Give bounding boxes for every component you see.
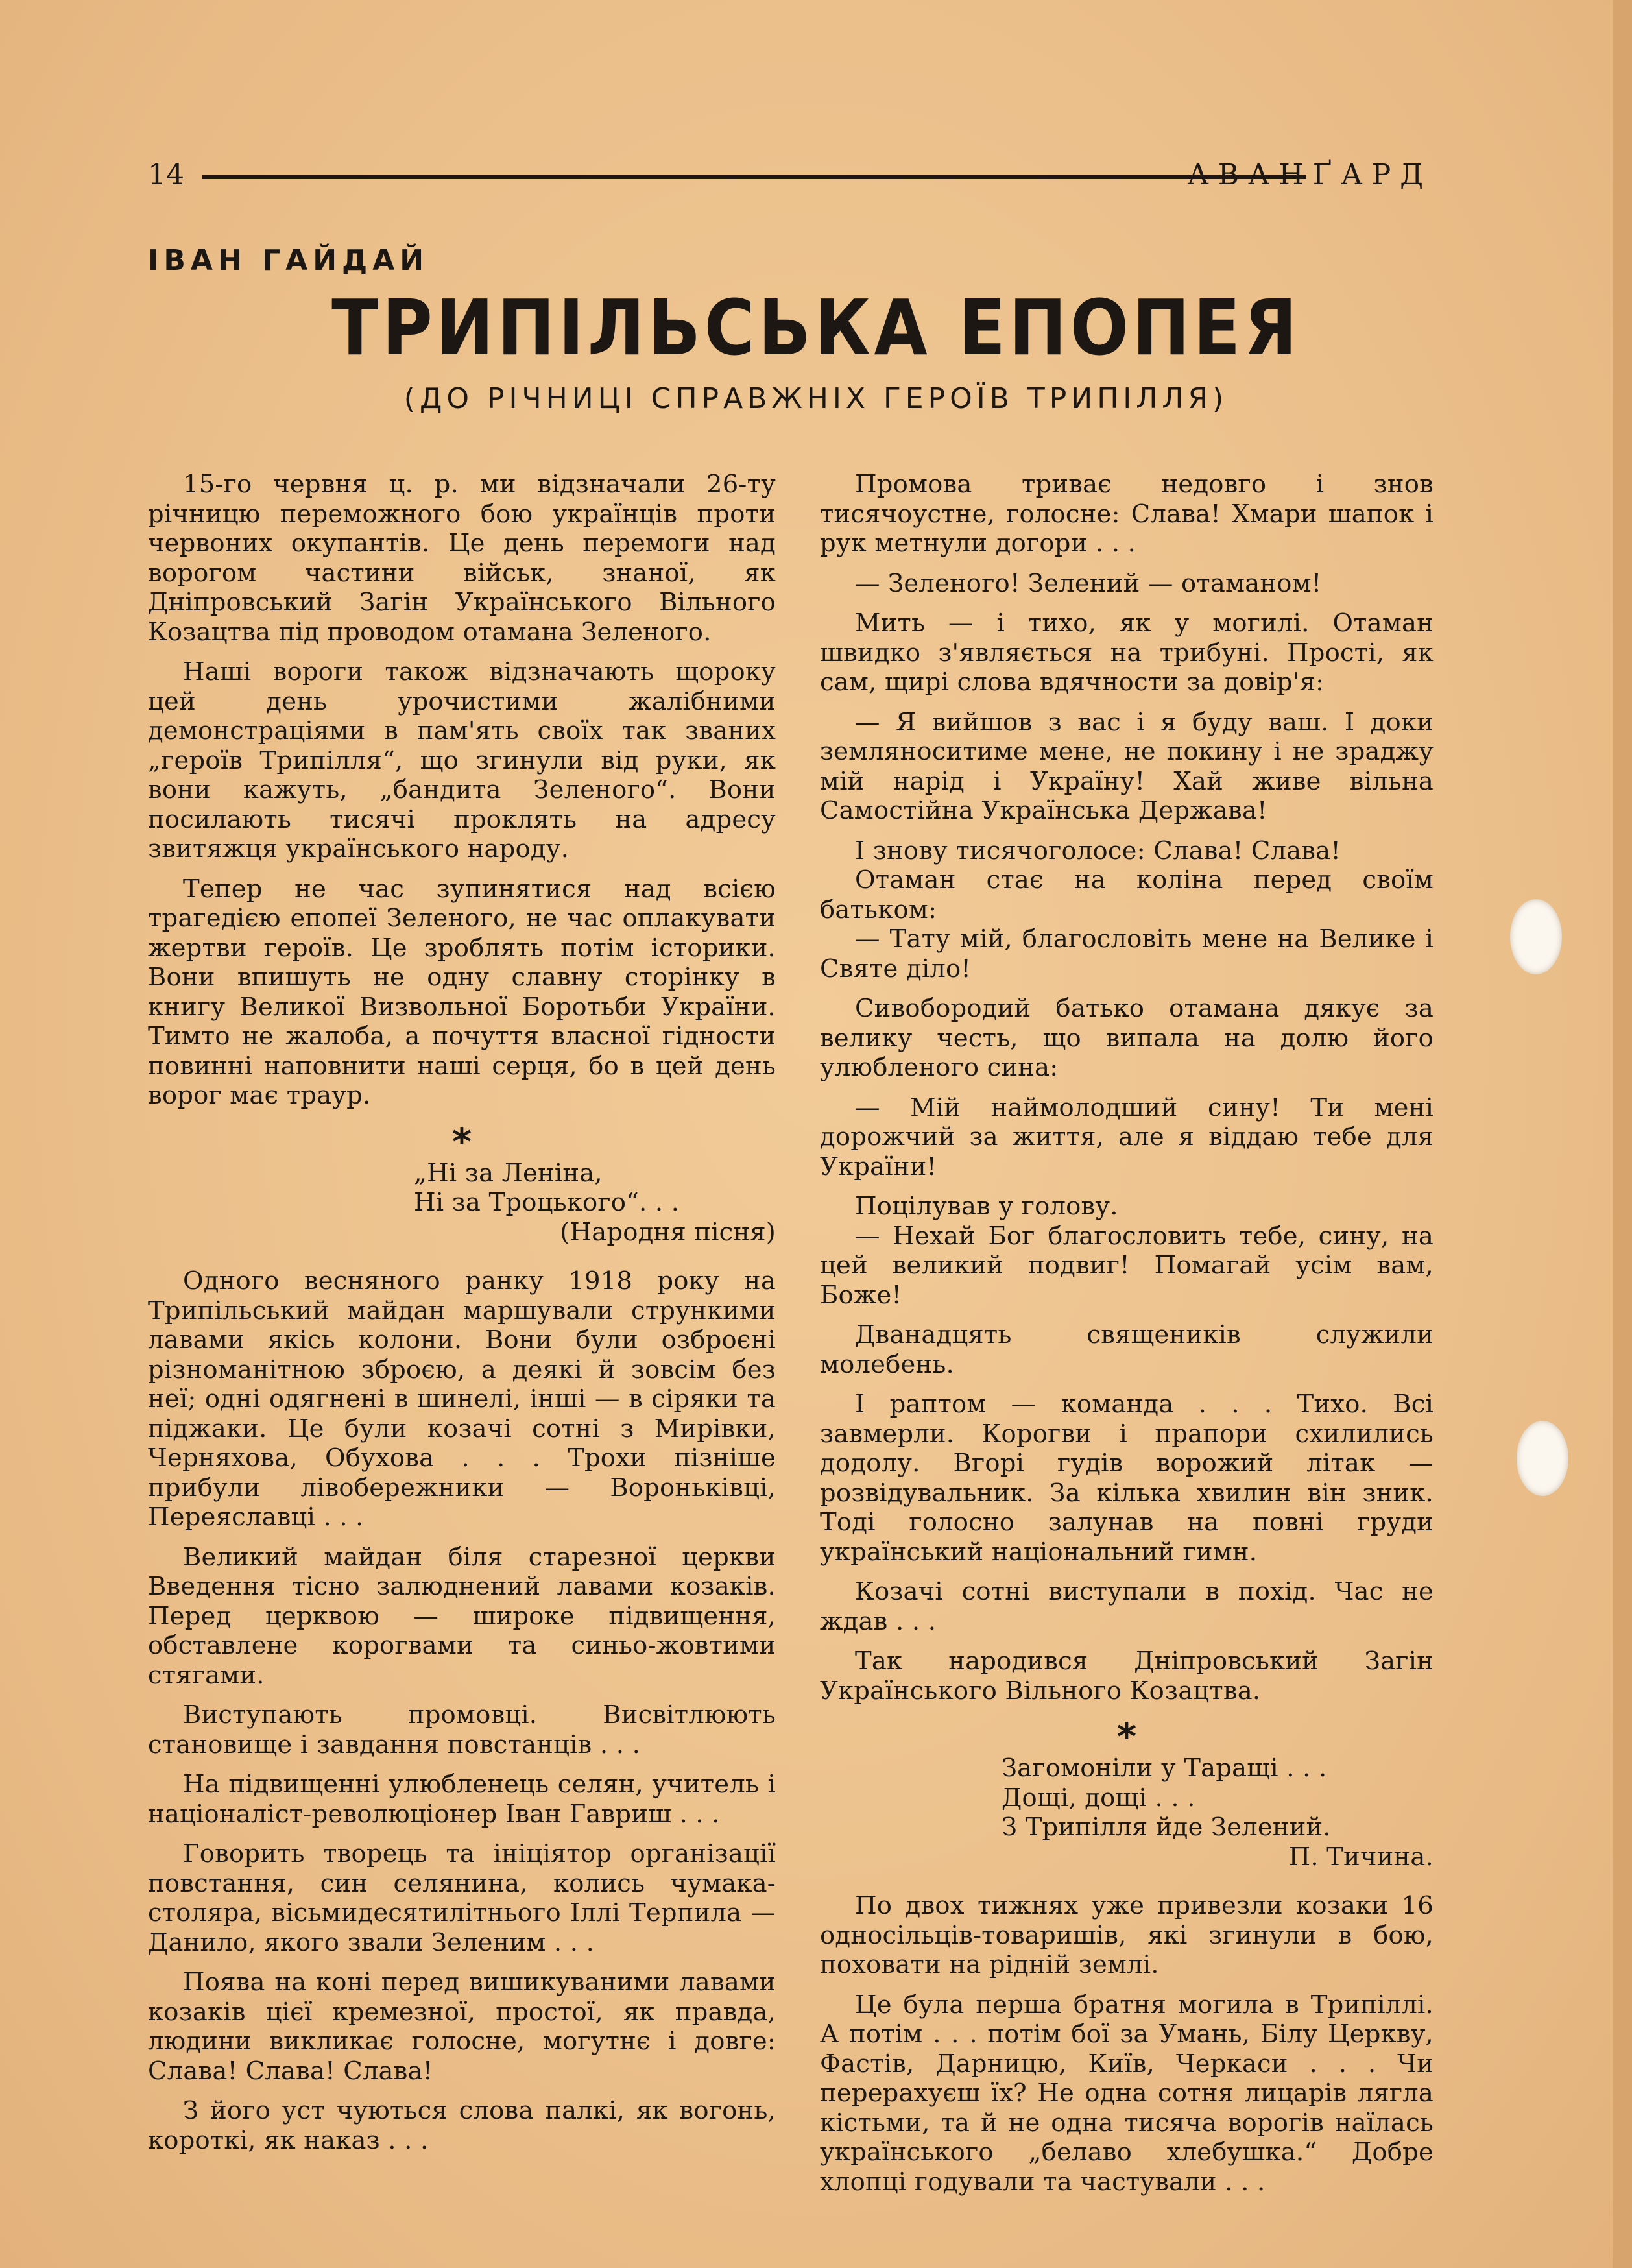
paragraph: — Нехай Бог благословить тебе, сину, на цей великий подвиг! Помагай усім вам, Боже! xyxy=(820,1221,1434,1310)
verse-line: З Трипілля йде Зелений. xyxy=(1002,1813,1331,1842)
paper-edge xyxy=(1613,0,1632,2268)
verse-line: Загомоніли у Таращі . . . xyxy=(1002,1754,1327,1783)
quoted-verse xyxy=(1002,1754,1434,1872)
paragraph: 15-го червня ц. р. ми відзначали 26-ту річницю переможного бою українців проти червоних окупантів. Це день перемоги над ворогом частини військ, знаної, як Дніпровський Загін Українського Вільного Козацтва під проводом отамана Зеленого. xyxy=(148,470,776,647)
paragraph: Тепер не час зупинятися над всією трагедією епопеї Зеленого, не час оплакувати жертви героїв. Це зроблять потім історики. Вони впишуть не одну славну сторінку в книгу Великої Визвольної Боротьби України. Тимто не жалоба, а почуття власної гідности повинні наповнити наші серця, бо в цей день ворог має траур. xyxy=(148,874,776,1110)
page-number: 14 xyxy=(148,158,184,191)
header-rule xyxy=(202,175,1306,179)
paragraph: Одного весняного ранку 1918 року на Трипільський майдан маршували стрункими лавами якісь колони. Вони були озброєні різноманітною зброєю, а деякі й зовсім без неї; одні одягнені в шинелі, інші — в сіряки та піджаки. Це були козачі сотні з Мирівки, Черняхова, Обухова . . . Трохи пізніше прибули лівобережники — Вороньківці, Переяславці . . . xyxy=(148,1266,776,1532)
paragraph: З його уст чуються слова палкі, як вогонь, короткі, як наказ . . . xyxy=(148,2096,776,2155)
section-separator-star: * xyxy=(451,1119,472,1164)
verse-attribution: П. Тичина. xyxy=(1288,1842,1434,1872)
running-head xyxy=(148,154,1432,196)
paragraph: Так народився Дніпровський Загін Українського Вільного Козацтва. xyxy=(820,1647,1434,1706)
article-author: ІВАН ГАЙДАЙ xyxy=(148,244,429,277)
journal-title: АВАНҐАРД xyxy=(1187,158,1432,191)
epigraph xyxy=(414,1159,776,1248)
article-title: ТРИПІЛЬСЬКА ЕПОПЕЯ xyxy=(331,283,1301,372)
paragraph: Промова триває недовго і знов тисячоустне, голосне: Слава! Хмари шапок і рук метнули догори . . . xyxy=(820,470,1434,558)
epigraph-attribution: (Народня пісня) xyxy=(560,1217,776,1247)
paragraph: По двох тижнях уже привезли козаки 16 односільців-товаришів, які згинули в бою, поховати на рідній землі. xyxy=(820,1891,1434,1979)
left-column xyxy=(148,470,776,2165)
paragraph: Сивобородий батько отамана дякує за велику честь, що випала на долю його улюбленого сина: xyxy=(820,994,1434,1082)
paragraph: Мить — і тихо, як у могилі. Отаман швидко з'являється на трибуні. Прості, як сам, щирі слова вдячности за довір'я: xyxy=(820,609,1434,697)
paragraph: — Мій наймолодший сину! Ти мені дорожчий за життя, але я віддаю тебе для України! xyxy=(820,1092,1434,1181)
paragraph: Говорить творець та ініціятор організації повстання, син селянина, колись чумака-столяра, вісьмидесятилітнього Іллі Терпила — Данило, якого звали Зеленим . . . xyxy=(148,1839,776,1957)
epigraph-line: Ні за Троцького“. . . xyxy=(414,1188,680,1217)
paragraph: — Зеленого! Зелений — отаманом! xyxy=(855,568,1322,598)
paragraph: На підвищенні улюбленець селян, учитель і націоналіст-революціонер Іван Гавриш . . . xyxy=(148,1770,776,1829)
paragraph: — Тату мій, благословіть мене на Велике і Святе діло! xyxy=(820,924,1434,983)
paragraph: Великий майдан біля старезної церкви Введення тісно залюднений лавами козаків. Перед церквою — широке підвищення, обставлене корогвами та синьо-жовтими стягами. xyxy=(148,1542,776,1690)
paragraph: — Я вийшов з вас і я буду ваш. І доки земляноситиме мене, не покину і не зраджу мій нарід і Україну! Хай живе вільна Самостійна Українська Держава! xyxy=(820,707,1434,825)
epigraph-line: „Ні за Леніна, xyxy=(414,1158,603,1188)
verse-line: Дощі, дощі . . . xyxy=(1002,1783,1195,1813)
paragraph: І раптом — команда . . . Тихо. Всі завмерли. Корогви і прапори схилились додолу. Вгорі гудів ворожий літак — розвідувальник. За кілька хвилин він зник. Тоді голосно залунав на повні груди український національний гимн. xyxy=(820,1390,1434,1567)
right-column xyxy=(820,470,1434,2207)
section-separator-star: * xyxy=(1116,1715,1137,1759)
paragraph: Отаман стає на коліна перед своїм батьком: xyxy=(820,865,1434,924)
paragraph: Козачі сотні виступали в похід. Час не ждав . . . xyxy=(820,1577,1434,1636)
paragraph: І знову тисячоголосе: Слава! Слава! xyxy=(855,836,1341,865)
article-subtitle: (ДО РІЧНИЦІ СПРАВЖНІХ ГЕРОЇВ ТРИПІЛЛЯ) xyxy=(403,382,1229,415)
paragraph: Поцілував у голову. xyxy=(855,1192,1118,1221)
paragraph: Поява на коні перед вишикуваними лавами козаків цієї кремезної, простої, як правда, людини викликає голосне, могутнє і довге: Слава! Слава! Слава! xyxy=(148,1968,776,2086)
paragraph: Дванадцять священиків служили молебень. xyxy=(820,1320,1434,1379)
binding-hole-upper xyxy=(1510,899,1562,974)
paragraph: Наші вороги також відзначають щороку цей день урочистими жалібними демонстраціями в пам'ять своїх так званих „героїв Трипілля“, що згинули від руки, як вони кажуть, „бандита Зеленого“. Вони посилають тисячі проклять на адресу звитяжця українського народу. xyxy=(148,657,776,863)
paragraph: Виступають промовці. Висвітлюють становище і завдання повстанців . . . xyxy=(148,1700,776,1759)
paragraph: Це була перша братня могила в Трипіллі. А потім . . . потім бої за Умань, Білу Церкву, Фастів, Дарницю, Київ, Черкаси . . . Чи перерахуєш їх? Не одна сотня лицарів лягла кістьми, та й не одна тисяча ворогів наїлась українського „белаво хлебушка.“ Добре хлопці годували та частували . . . xyxy=(820,1990,1434,2197)
binding-hole-lower xyxy=(1517,1421,1568,1496)
